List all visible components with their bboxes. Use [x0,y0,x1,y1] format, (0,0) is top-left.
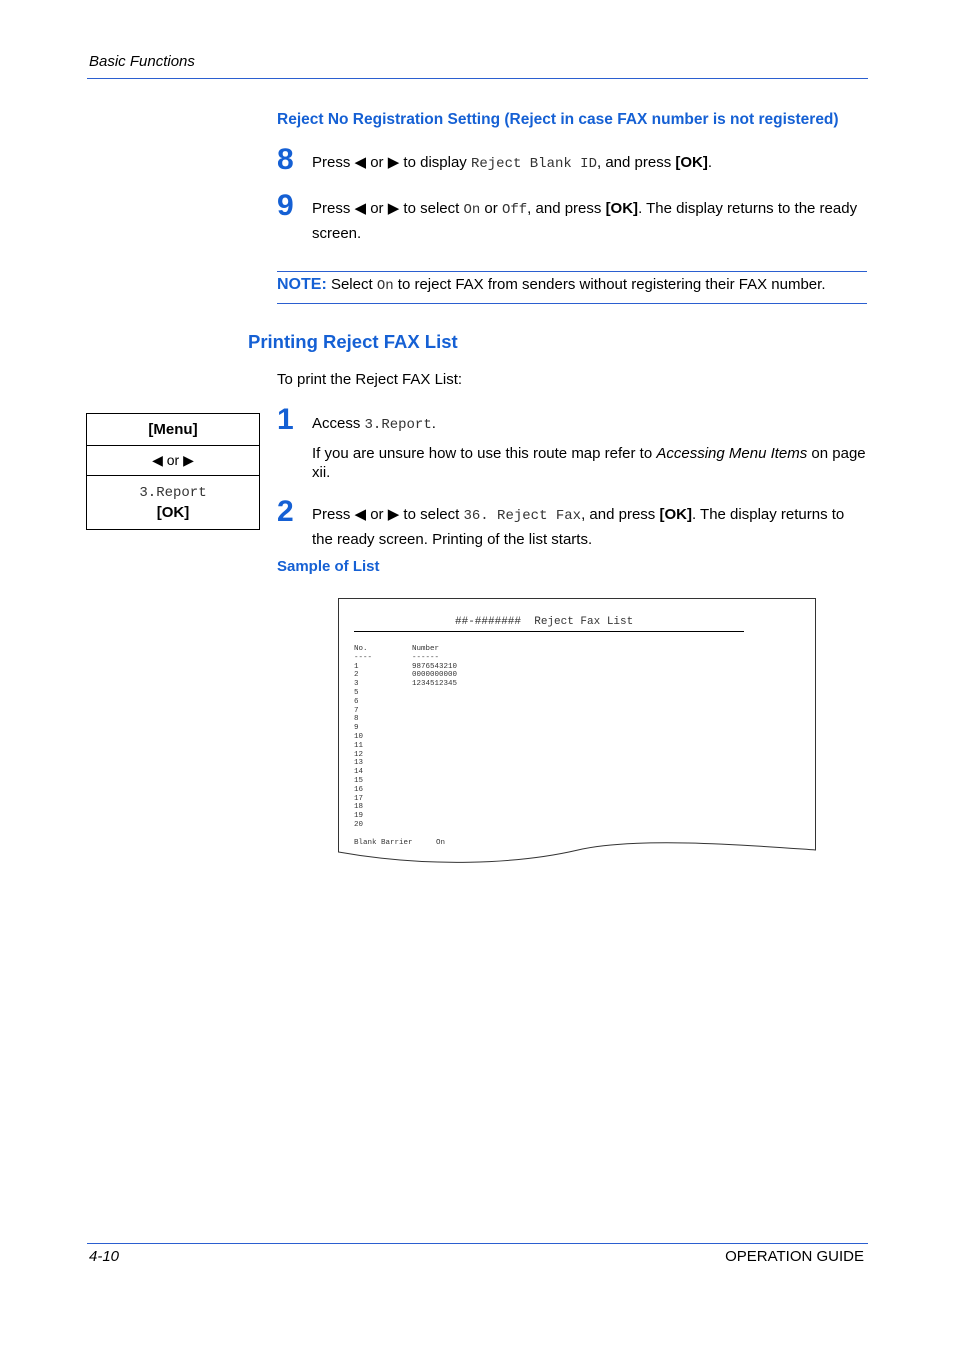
table-row [354,724,457,733]
report-title: ##-####### Reject Fax List [455,616,634,628]
running-header: Basic Functions [89,53,195,70]
table-row [354,812,457,821]
note-box [277,271,867,304]
route-ok-key: [OK] [156,504,190,521]
table-row [354,698,457,707]
report-rows [354,663,457,830]
route-report-item: 3.Report [139,485,207,501]
row-no: 1 [354,662,359,671]
table-row [354,751,457,760]
row-no: 20 [354,820,364,829]
step-1-text: Access 3.Report. [312,415,436,433]
section-title-printing-reject-fax-list: Printing Reject FAX List [248,331,458,352]
row-no: 6 [354,697,359,706]
row-no: 11 [354,741,364,750]
note-text: NOTE: Select On to reject FAX from senders without registering their FAX number. [277,276,826,294]
link-accessing-menu-items: Accessing Menu Items [656,445,808,462]
step-number-9: 9 [277,189,294,222]
guide-title: OPERATION GUIDE [725,1248,864,1265]
code-36-reject-fax: 36. Reject Fax [463,508,582,524]
route-arrows: ◀ or ▶ [87,446,259,476]
col-no-header: No. [354,645,368,653]
row-number: 0000000000 [412,671,458,680]
table-row [354,715,457,724]
table-row [354,680,457,689]
row-no: 14 [354,768,364,777]
report-footer-row [354,839,457,848]
row-no: 5 [354,688,359,697]
ok-key-label: [OK] [659,506,692,523]
reject-fax-list-sample [338,598,816,868]
route-map [86,413,260,530]
page-number: 4-10 [89,1248,120,1265]
footer-rule [87,1243,868,1244]
report-table [354,645,457,847]
table-row [354,795,457,804]
table-row [354,777,457,786]
row-no: 17 [354,794,364,803]
code-off: Off [501,202,528,218]
step-number-2: 2 [277,495,294,528]
row-no: 10 [354,732,364,741]
row-number: 1234512345 [412,680,458,689]
table-row [354,663,457,672]
table-row [354,768,457,777]
row-no: 2 [354,671,359,680]
step-number-8: 8 [277,143,294,176]
report-title-rule [354,631,744,632]
step-9-text: Press ◀ or ▶ to select On or Off, and press [OK]. The display returns to the ready screen. [312,200,858,242]
table-row [354,803,457,812]
blank-barrier-label: Blank Barrier [354,838,413,847]
route-menu-key: [Menu] [87,414,259,446]
note-label: NOTE: [277,276,327,293]
step-8-text: Press ◀ or ▶ to display Reject Blank ID, and press [OK]. [312,154,713,172]
row-no: 12 [354,750,364,759]
code-report: 3.Report [364,417,432,433]
code-on: On [463,202,481,218]
row-no: 18 [354,803,364,812]
table-row [354,733,457,742]
sample-of-list-title: Sample of List [277,558,380,575]
ok-key-label: [OK] [675,154,708,171]
step-1-help-text: If you are unsure how to use this route map refer to Accessing Menu Items on page xii. [312,445,866,481]
table-row [354,786,457,795]
code-reject-blank-id: Reject Blank ID [470,156,597,172]
table-row [354,707,457,716]
table-row [354,742,457,751]
step-2-text: Press ◀ or ▶ to select 36. Reject Fax, and press [OK]. The display returns to the ready screen. Printing of the list starts. [312,506,845,548]
row-no: 15 [354,776,364,785]
row-number: 9876543210 [412,662,458,671]
table-row [354,671,457,680]
step-number-1: 1 [277,403,294,436]
code-on: On [376,278,394,294]
blank-barrier-value: On [436,838,446,847]
row-no: 16 [354,785,364,794]
row-no: 9 [354,724,359,733]
row-no: 8 [354,715,359,724]
row-no: 19 [354,812,364,821]
report-header-row [354,645,457,654]
report-dash-row: ---- ------ [354,653,440,662]
table-row [354,821,457,830]
col-number-header: Number [412,645,440,653]
route-item [87,476,259,529]
intro-text: To print the Reject FAX List: [277,371,463,388]
table-row [354,689,457,698]
section-title-reject-no-registration: Reject No Registration Setting (Reject in case FAX number is not registered) [277,111,839,128]
ok-key-label: [OK] [605,200,639,217]
row-no: 13 [354,759,364,768]
row-no: 3 [354,680,359,689]
table-row [354,759,457,768]
row-no: 7 [354,706,359,715]
header-rule [87,78,868,79]
